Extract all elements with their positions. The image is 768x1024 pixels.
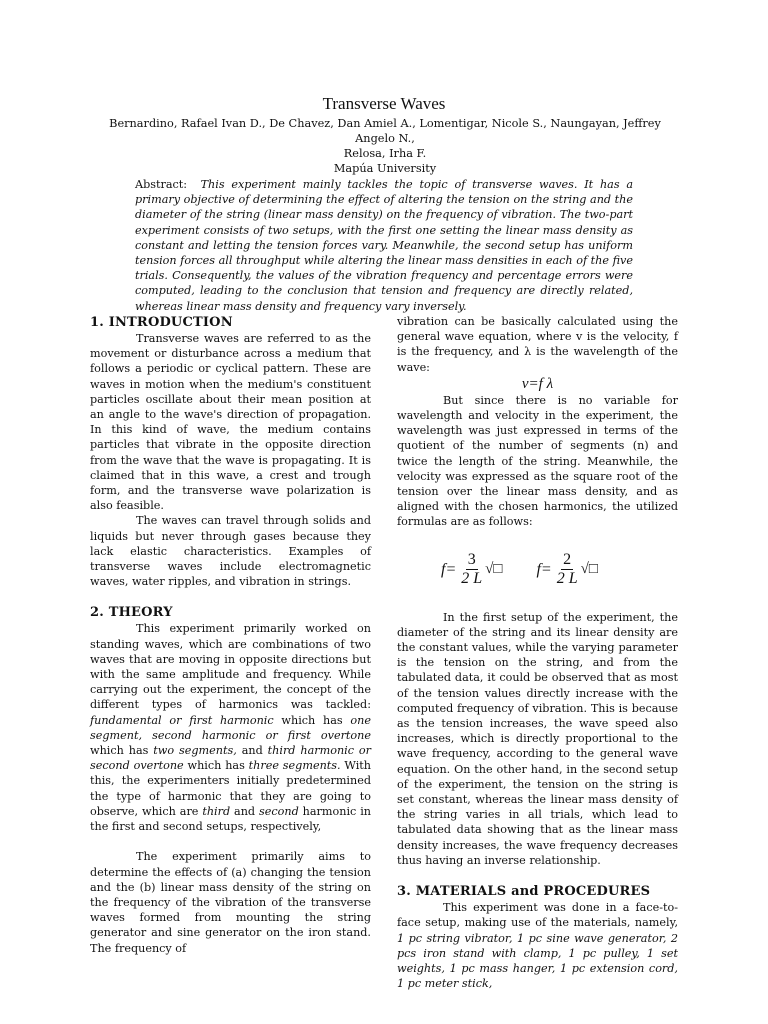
authors-line-1: Bernardino, Rafael Ivan D., De Chavez, Dan Amiel A., Lomentigar, Nicole S., Naungayan, Jeffrey Angelo N.,: [109, 117, 661, 145]
intro-paragraph-2: The waves can travel through solids and liquids but never through gases because they lack elastic characteristics. Examples of transverse waves include electromagnetic waves, water ripples, and vibration in strings.: [90, 514, 371, 589]
wave-equation-intro: vibration can be basically calculated using the general wave equation, where v is the velocity, f is the frequency, and λ is the wavelength of the wave:: [397, 315, 678, 374]
abstract: [135, 177, 633, 314]
third-harmonic-formula: f= $\frac{3}{2 L}$ √□: [441, 551, 503, 588]
spacer: [397, 868, 678, 883]
second-harmonic-formula: f= $\frac{2}{2 L}$ √□: [536, 551, 598, 588]
formula-explanation: But since there is no variable for wavelength and velocity in the experiment, the wavelength was just expressed in terms of the quotient of the number of segments (n) and twice the length of the string. Meanwhile, the velocity was expressed as the square root of the tension over the linear mass density, and as aligned with the chosen harmonics, the utilized formulas are as follows:: [397, 393, 678, 529]
affiliation: Mapúa University: [333, 162, 437, 175]
authors-line-2: Relosa, Irha F.: [343, 147, 427, 160]
theory-paragraph-2: The experiment primarily aims to determine the effects of (a) changing the tension and the (b) linear mass density of the string on the frequency of the vibration of the transverse waves formed from mounting the string generator and sine generator on the iron stand. The frequency of: [90, 850, 371, 955]
harmonic-formulas: [397, 530, 678, 610]
materials-heading: 3. MATERIALS and PROCEDURES: [397, 884, 651, 900]
materials-paragraph: This experiment was done in a face-to-face setup, making use of the materials, namely, 1 pc string vibrator, 1 pc sine wave generator, 2 pcs iron stand with clamp, 1 pc pulley, 1 set weights, 1 pc mass hanger, 1 pc extension cord, 1 pc meter stick,: [397, 901, 678, 991]
theory-paragraph-1: This experiment primarily worked on standing waves, which are combinations of two waves that are moving in opposite directions but with the same amplitude and frequency. While carrying out the experiment, the concept of the different types of harmonics was tackled: fundamental or first harmonic which has one segment, second harmonic or first overtone which has two segments, and third harmonic or second overtone which has three segments. With this, the experimenters initially predetermined the type of harmonic that they are going to observe, which are third and second harmonic in the first and second setups, respectively,: [90, 622, 372, 834]
right-column: [397, 314, 678, 991]
left-column: [90, 314, 371, 956]
introduction-heading: 1. INTRODUCTION: [90, 315, 233, 330]
results-discussion: In the first setup of the experiment, the diameter of the string and its linear density are the constant values, while the varying parameter is the tension on the string, and from the tabulated data, it could be observed that as most of the tension values directly increase with the computed frequency of vibration. This is because as the tension increases, the wave speed also increases, which is directly proportional to the wave frequency, according to the general wave equation. On the other hand, in the second setup of the experiment, the tension on the string is set constant, whereas the linear mass density of the string varies in all trials, which lead to tabulated data showing that as the linear mass density increases, the wave frequency decreases thus having an inverse relationship.: [397, 610, 678, 867]
author-block: [90, 116, 680, 176]
spacer: [90, 589, 371, 604]
spacer: [90, 834, 371, 849]
paper-title: Transverse Waves: [322, 94, 446, 113]
intro-paragraph-1: Transverse waves are referred to as the movement or disturbance across a medium that follows a periodic or cyclical pattern. These are waves in motion when the medium's constituent particles oscillate about their mean position at an angle to the wave's direction of propagation. In this kind of wave, the medium contains particles that vibrate in the opposite direction from the wave that the wave is propagating. It is claimed that in this wave, a crest and trough form, and the transverse wave polarization is also feasible.: [90, 332, 371, 513]
theory-heading: 2. THEORY: [90, 605, 173, 621]
wave-equation: v=f λ: [521, 375, 554, 392]
abstract-label: Abstract:: [135, 178, 188, 191]
abstract-text: This experiment mainly tackles the topic of transverse waves. It has a primary objective of determining the effect of altering the tension on the string and the diameter of the string (linear mass density) on the frequency of vibration. The two-part experiment consists of two setups, with the first one setting the linear mass density as constant and letting the tension forces vary. Meanwhile, the second setup has uniform tension forces all throughput while altering the linear mass densities in each of the five trials. Consequently, the values of the vibration frequency and percentage errors were computed, leading to the conclusion that tension and frequency are directly related, whereas linear mass density and frequency vary inversely.: [135, 178, 634, 313]
